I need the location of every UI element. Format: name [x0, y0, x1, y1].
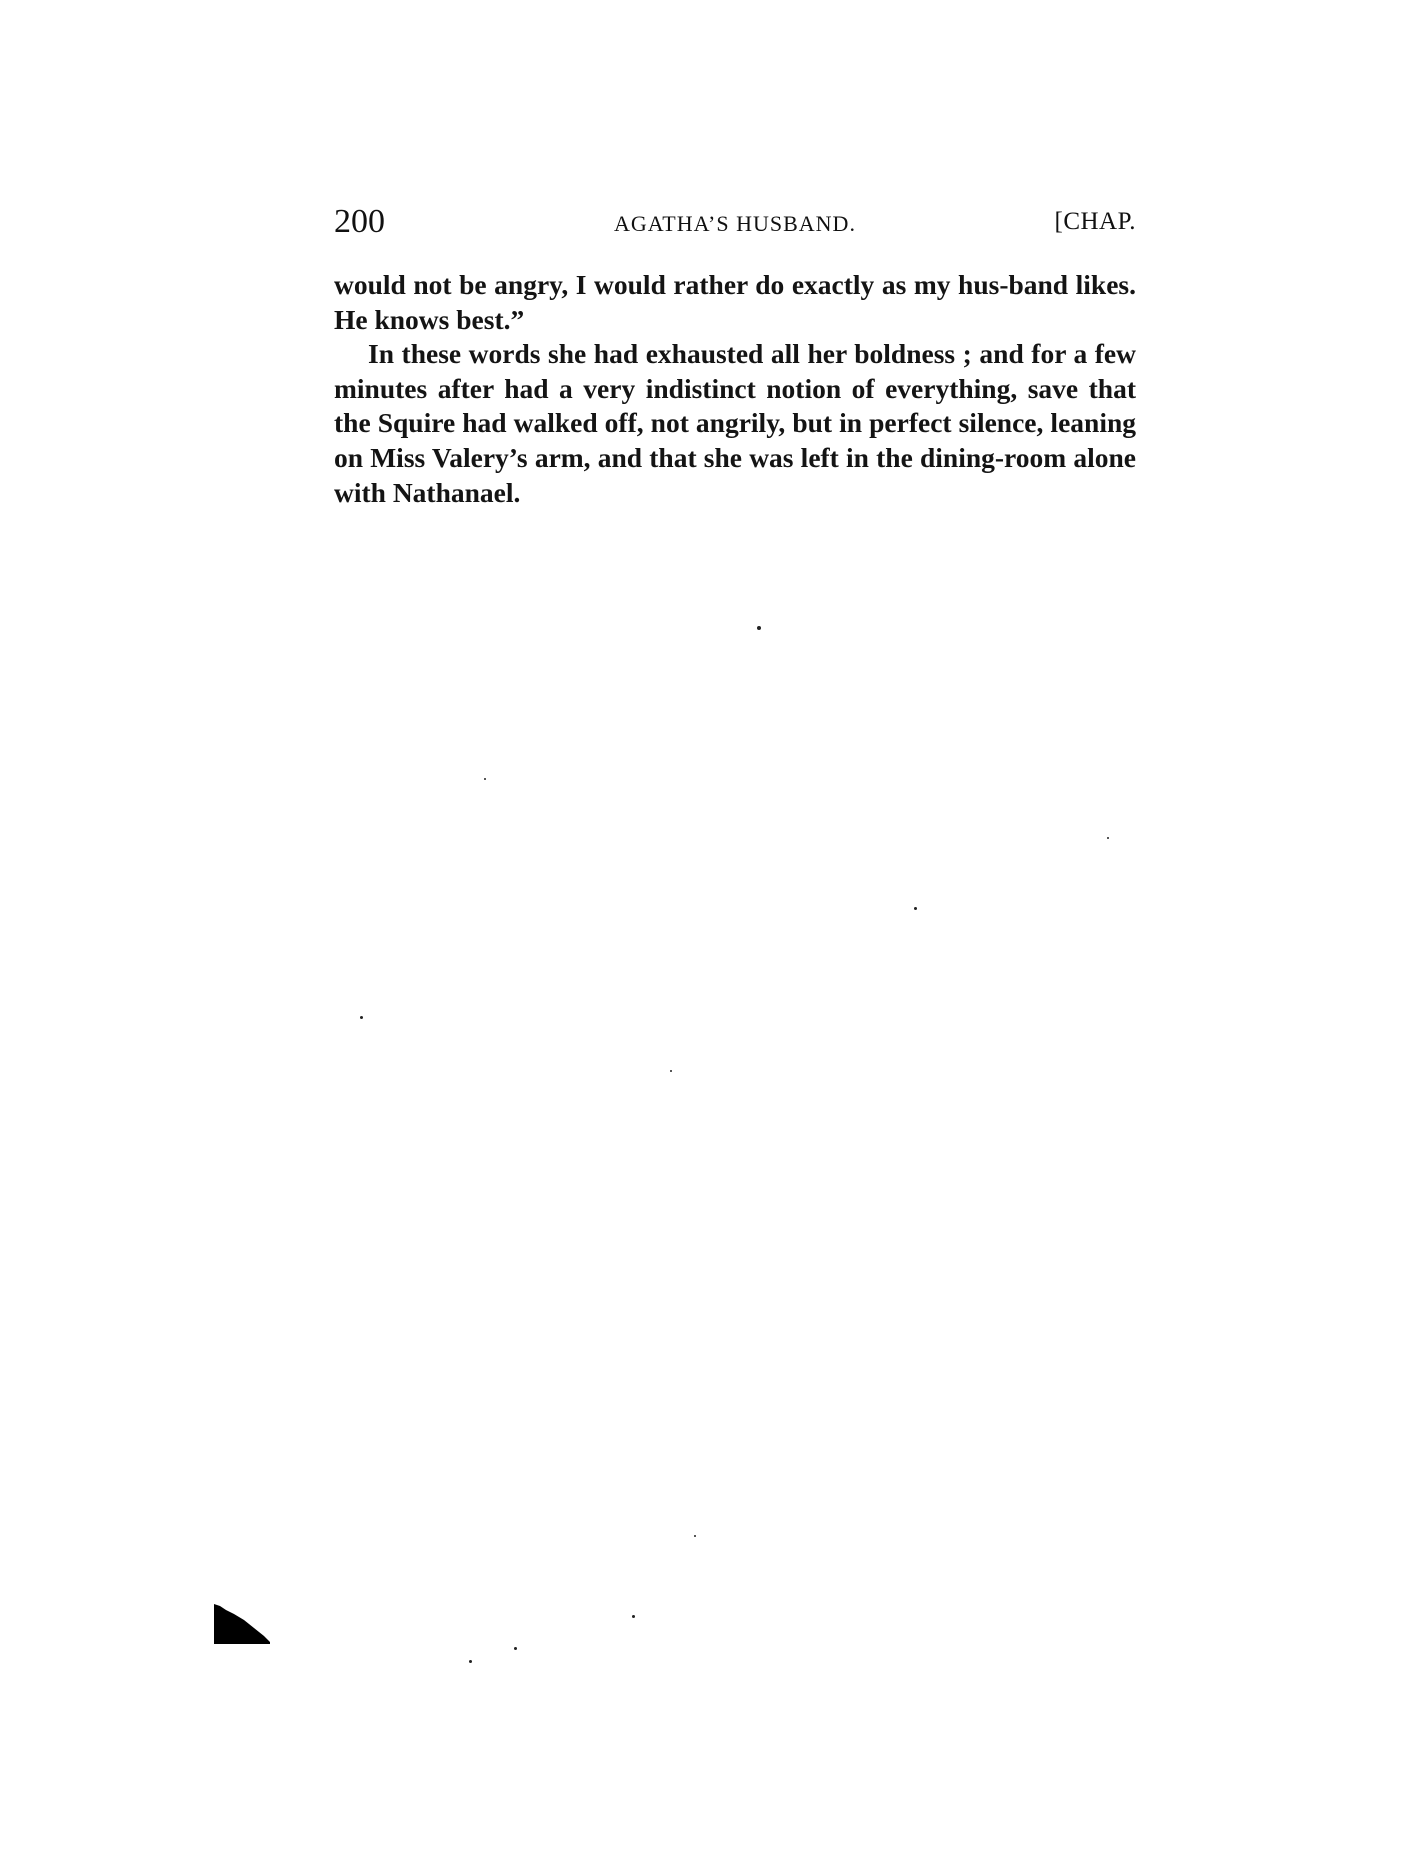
scan-speck: [1107, 837, 1109, 839]
scan-speck: [914, 907, 917, 910]
page-number: 200: [334, 203, 385, 240]
scan-speck: [670, 1070, 672, 1072]
page-header: [334, 202, 1136, 242]
scan-speck: [757, 626, 761, 630]
scan-corner-mark: [214, 1604, 270, 1644]
chapter-mark: [CHAP.: [1054, 208, 1136, 235]
scan-speck: [469, 1660, 472, 1663]
scan-speck: [360, 1016, 363, 1019]
body-text: [334, 268, 1136, 510]
paragraph-continued: would not be angry, I would rather do exactly as my hus-band likes. He knows best.”: [334, 269, 1136, 335]
scan-speck: [484, 778, 486, 780]
paragraph: In these words she had exhausted all her boldness ; and for a few minutes after had a very indistinct notion of everything, save that the Squire had walked off, not angrily, but in perfect silence, leaning on Miss Valery’s arm, and that she was left in the dining-room alone with Nathanael.: [334, 338, 1136, 508]
running-title: AGATHA’S HUSBAND.: [614, 211, 856, 236]
scan-speck: [694, 1535, 696, 1537]
scan-speck: [514, 1647, 517, 1650]
scan-speck: [632, 1615, 635, 1618]
